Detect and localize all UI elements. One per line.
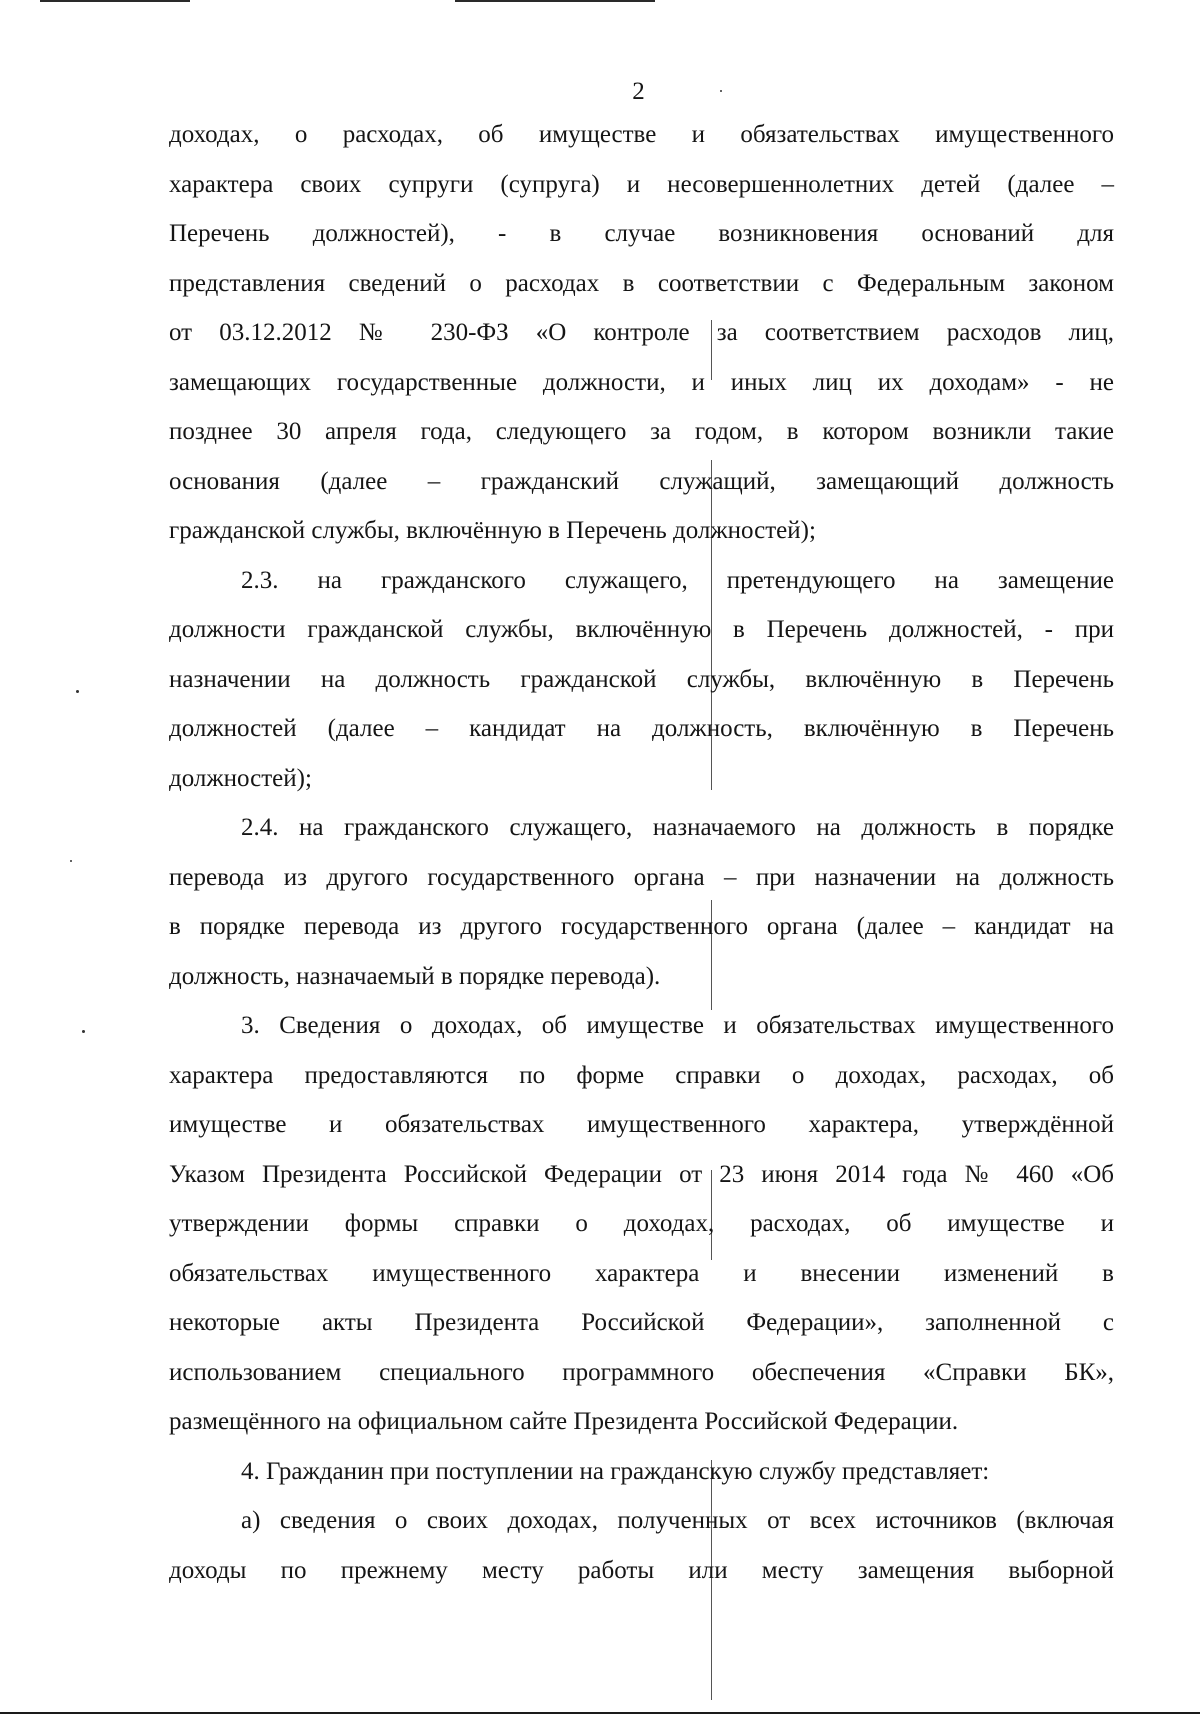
text-line: должностей (далее – кандидат на должность, включённую в Перечень [169, 715, 1114, 742]
text-line: должностей); [169, 764, 312, 792]
page-number: 2 [632, 78, 645, 105]
text-line: в порядке перевода из другого государственного органа (далее – кандидат на [169, 913, 1114, 940]
text-line: замещающих государственные должности, и иных лиц их доходам» - не [169, 368, 1114, 396]
text-line: размещённого на официальном сайте Президента Российской Федерации. [169, 1408, 959, 1435]
text-line: Указом Президента Российской Федерации от 23 июня 2014 года № 460 «Об [169, 1160, 1114, 1188]
text-line: обязательствах имущественного характера и внесении изменений в [169, 1259, 1114, 1287]
text-line: перевода из другого государственного органа – при назначении на должность [169, 863, 1114, 891]
text-line: представления сведений о расходах в соответствии с Федеральным законом [169, 269, 1114, 297]
text-line: должности гражданской службы, включённую в Перечень должностей, - при [169, 616, 1114, 643]
text-line: 3. Сведения о доходах, об имуществе и обязательствах имущественного [241, 1012, 1114, 1039]
text-line: доходах, о расходах, об имуществе и обязательствах имущественного [169, 121, 1114, 148]
scan-mark [455, 0, 655, 2]
text-line: 2.4. на гражданского служащего, назначаемого на должность в порядке [241, 814, 1114, 841]
text-line: имуществе и обязательствах имущественного характера, утверждённой [169, 1111, 1114, 1138]
text-line: должность, назначаемый в порядке перевода). [169, 962, 661, 990]
text-line: некоторые акты Президента Российской Федерации», заполненной с [169, 1309, 1114, 1336]
text-line: позднее 30 апреля года, следующего за годом, в котором возникли такие [169, 418, 1114, 445]
scan-mark [40, 0, 190, 2]
text-line: от 03.12.2012 № 230-ФЗ «О контроле за соответствием расходов лиц, [169, 319, 1114, 346]
text-line: гражданской службы, включённую в Перечень должностей); [169, 517, 816, 544]
scan-speck [70, 860, 72, 862]
text-line: характера предоставляются по форме справки о доходах, расходах, об [169, 1061, 1114, 1089]
text-line: Перечень должностей), - в случае возникновения оснований для [169, 220, 1114, 247]
text-line: а) сведения о своих доходах, полученных от всех источников (включая [241, 1507, 1114, 1534]
text-line: утверждении формы справки о доходах, расходах, об имуществе и [169, 1210, 1114, 1237]
text-line: 4. Гражданин при поступлении на гражданскую службу представляет: [241, 1457, 990, 1485]
text-line: назначении на должность гражданской службы, включённую в Перечень [169, 665, 1114, 693]
scan-speck [76, 690, 79, 693]
text-line: использованием специального программного обеспечения «Справки БК», [169, 1358, 1114, 1386]
text-line: характера своих супруги (супруга) и несовершеннолетних детей (далее – [169, 170, 1114, 198]
text-line: доходы по прежнему месту работы или месту замещения выборной [169, 1556, 1114, 1584]
scan-speck [82, 1030, 85, 1033]
text-line: основания (далее – гражданский служащий, замещающий должность [169, 467, 1114, 495]
text-line: 2.3. на гражданского служащего, претендующего на замещение [241, 566, 1114, 594]
